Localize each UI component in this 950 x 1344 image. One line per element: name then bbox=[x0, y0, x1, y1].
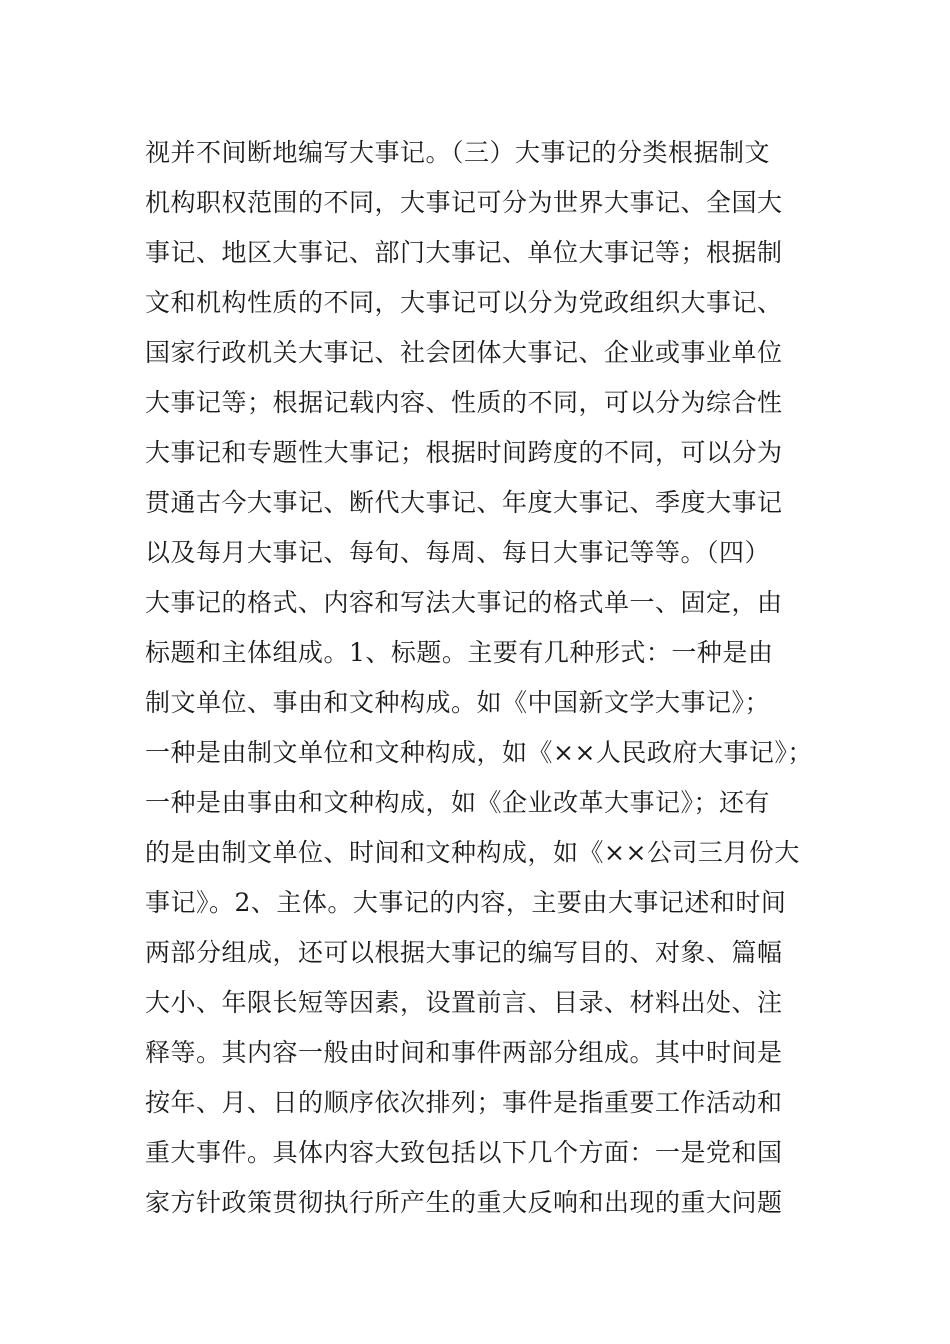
text-line: 制文单位、事由和文种构成。如《中国新文学大事记》； bbox=[145, 688, 771, 717]
text-line: 一种是由事由和文种构成，如《企业改革大事记》；还有 bbox=[145, 788, 771, 817]
text-line: 机构职权范围的不同，大事记可分为世界大事记、全国大 bbox=[145, 188, 783, 217]
text-line: 按年、月、日的顺序依次排列；事件是指重要工作活动和 bbox=[145, 1088, 783, 1117]
text-line: 事记、地区大事记、部门大事记、单位大事记等；根据制 bbox=[145, 238, 783, 267]
text-line: 重大事件。具体内容大致包括以下几个方面：一是党和国 bbox=[145, 1138, 783, 1167]
text-line: 视并不间断地编写大事记。（三）大事记的分类根据制文 bbox=[145, 138, 771, 167]
text-line: 文和机构性质的不同，大事记可以分为党政组织大事记、 bbox=[145, 288, 783, 317]
text-line: 大事记和专题性大事记；根据时间跨度的不同，可以分为 bbox=[145, 438, 783, 467]
text-line: 一种是由制文单位和文种构成，如《××人民政府大事记》； bbox=[145, 738, 813, 767]
text-line: 大小、年限长短等因素，设置前言、目录、材料出处、注 bbox=[145, 988, 783, 1017]
text-line: 标题和主体组成。1、标题。主要有几种形式：一种是由 bbox=[145, 638, 774, 667]
text-line: 释等。其内容一般由时间和事件两部分组成。其中时间是 bbox=[145, 1038, 783, 1067]
text-line: 家方针政策贯彻执行所产生的重大反响和出现的重大问题 bbox=[145, 1188, 783, 1217]
body-text bbox=[145, 128, 845, 1228]
text-line: 两部分组成，还可以根据大事记的编写目的、对象、篇幅 bbox=[145, 938, 783, 967]
text-line: 事记》。2、主体。大事记的内容，主要由大事记述和时间 bbox=[145, 888, 787, 917]
text-line: 大事记等；根据记载内容、性质的不同，可以分为综合性 bbox=[145, 388, 783, 417]
text-line: 贯通古今大事记、断代大事记、年度大事记、季度大事记 bbox=[145, 488, 783, 517]
text-line: 国家行政机关大事记、社会团体大事记、企业或事业单位 bbox=[145, 338, 783, 367]
text-line: 以及每月大事记、每旬、每周、每日大事记等等。（四） bbox=[145, 538, 771, 567]
text-line: 大事记的格式、内容和写法大事记的格式单一、固定，由 bbox=[145, 588, 783, 617]
text-line: 的是由制文单位、时间和文种构成，如《××公司三月份大 bbox=[145, 838, 800, 867]
